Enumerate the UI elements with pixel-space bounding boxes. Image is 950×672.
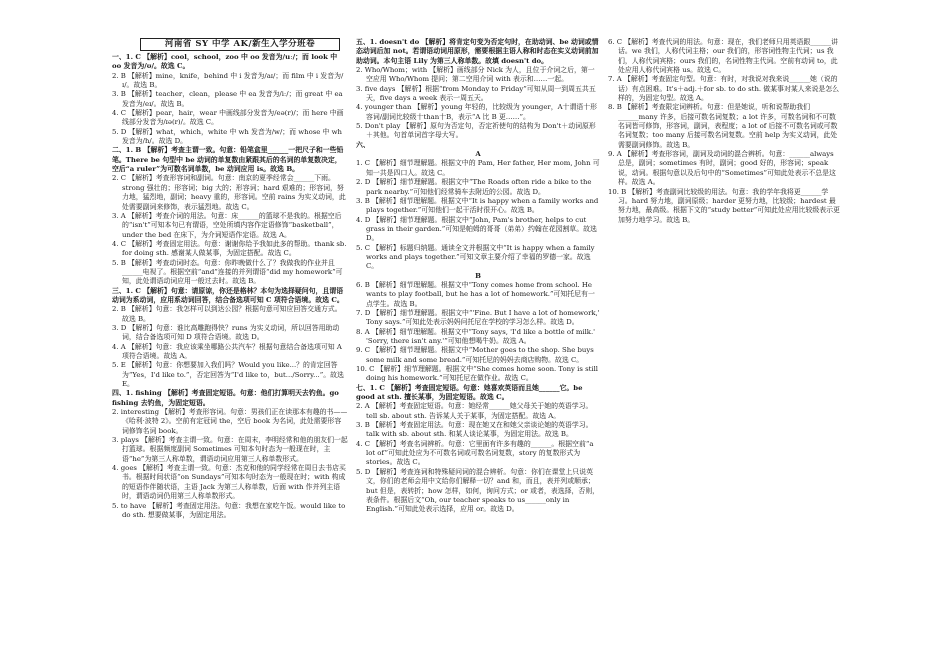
answer-item: 5. to have 【解析】考查固定用法。句意：我想在家吃午饭。would like to do sth. 想要做某事，为固定用法。 <box>112 501 346 519</box>
column-middle <box>356 38 600 652</box>
section-answer: 一、1. C 【解析】cool，school，zoo 中 oo 发音为/uː/；而 look 中 oo 发音为/ʊ/。故选 C。 <box>112 53 338 71</box>
answer-item: 2. Who/Whom；with 【解析】画线部分 Nick 为人，且位于介词之后，第一空应用 Who/Whom 提问；第二空用介词 with 表示和……一起。 <box>356 66 595 84</box>
answer-item: 8. B 【解析】考查限定词辨析。句意：但是她说，听和说帮助我们______many 许多，后接可数名词复数；a lot 许多，可数名词和不可数名词皆可修饰，形容词，副词，表程度；a lot of 后接不可数名词或可数名词复数；too many 后接可数名词复数。空前 help 为实义动词，此处需要副词修饰。故选 B。 <box>608 103 838 149</box>
answer-item: 2. A 【解析】考查固定短语。句意：她经常______她父母关于她的英语学习。tell sb. about sth. 告诉某人关于某事，为固定搭配。故选 A。 <box>356 402 593 420</box>
answer-sheet-page <box>112 38 934 652</box>
section-answer: 四、1. fishing 【解析】考查固定短语。句意：他们打算明天去钓鱼。go fishing 去钓鱼，为固定短语。 <box>112 389 339 407</box>
column-left <box>112 38 348 652</box>
answer-item: 9. A 【解析】考查形容词，副词及动词的混合辨析。句意：______always 总是，副词；sometimes 有时，副词；good 好的，形容词；speak 说，动词。根据句意以及后句中的“Sometimes”可知此处表示不总是这样。故选 A。 <box>608 150 836 187</box>
answer-item: 4. A 【解析】句意：我应该乘坐哪路公共汽车？根据句意结合备选项可知 A 项符合语境。故选 A。 <box>112 342 342 360</box>
answer-item: 4. C 【解析】pear，hair，wear 中画线部分发音为/eə(r)/；而 here 中画线部分发音为/ɪə(r)/。故选 C。 <box>112 109 344 127</box>
answer-item: 8. A 【解析】细节理解题。根据文中“Tony says, 'I'd like a bottle of milk.' 'Sorry, there isn't any.'”可知他想喝牛奶。故选 A。 <box>356 327 596 345</box>
column-right <box>608 38 840 652</box>
answer-item: 2. B 【解析】mine，knife，behind 中 i 发音为/aɪ/；而 film 中 i 发音为/ɪ/。故选 B。 <box>112 71 344 90</box>
answer-item: 7. A 【解析】考查固定句型。句意：有时，对我说对我来说______她（说的话）有点困难。It's＋adj.＋for sb. to do sth. 做某事对某人来说是怎么样的，为固定句型。故选 A。 <box>608 75 840 103</box>
answer-item: 5. D 【解析】what，which，white 中 wh 发音为/w/；而 whose 中 wh 发音为/h/。故选 D。 <box>112 127 342 146</box>
section-answer: 五、1. doesn't do 【解析】将肯定句变为否定句时，在助动词、be 动词或情态动词后加 not。若谓语动词用原形，需要根据主语人称和时态在实义动词前加助动词。本句主语 Lily 为第三人称单数。故填 doesn't do。 <box>356 38 599 65</box>
answer-item: 3. D 【解析】句意：谁比高雕跑得快？runs 为实义动词，所以回答用助动词，结合备选项可知 D 项符合语境。故选 D。 <box>112 323 340 342</box>
answer-item: 4. C 【解析】考查固定用法。句意：谢谢你给予我如此多的帮助。thank sb. for doing sth. 感谢某人做某事，为固定搭配。故选 C。 <box>112 239 347 258</box>
page-title: 河南省 SY 中学 AK/新生入学分班卷 <box>140 38 340 51</box>
answer-item: 3. B 【解析】细节理解题。根据文中“It is happy when a family works and plays together.”可知他们一起干活时很开心。故选 B。 <box>356 196 599 215</box>
answer-item: 3. B 【解析】teacher，clean，please 中 ea 发音为/iː/；而 great 中 ea 发音为/eɪ/。故选 B。 <box>112 90 343 108</box>
section-answer: 二、1. B 【解析】考查主谓一致。句意：铅笔盒里______一把尺子和一些铅笔。There be 句型中 be 动词的单复数由紧跟其后的名词的单复数决定，空后“a ruler”为可数名词单数，be 动词应用 is。故选 B。 <box>112 146 344 174</box>
answer-item: 2. D 【解析】细节理解题。根据文中“The Roads often ride a bike to the park nearby.”可知他们经常骑车去附近的公园。故选 D。 <box>356 178 592 196</box>
passage-label: A <box>475 150 481 159</box>
answer-item: 5. C 【解析】标题归纳题。通读全文并根据文中“It is happy when a family works and plays together.”可知文章主要介绍了幸福的罗德一家。故选 C。 <box>356 243 595 271</box>
answer-item: 10. C 【解析】细节理解题。根据文中“She comes home soon. Tony is still doing his homework.”可知托尼在做作业。故选 C。 <box>356 365 598 383</box>
answer-item: 5. Don't play 【解析】原句为否定句，否定祈使句的结构为 Don't＋动词原形＋其他。句首单词首字母大写。 <box>356 122 596 140</box>
section-answer: 三、1. C 【解析】句意：请原谅，你还是格林？本句为选择疑问句，且谓语动词为系动词，应用系动词回答，结合备选项可知 C 项符合语境。故选 C。 <box>112 286 344 304</box>
answer-item: 2. interesting 【解析】考查形容词。句意：男孩们正在读那本有趣的书——《哈利·波特 2》。空前有定冠词 the，空后 book 为名词，此处需要形容词修饰名词 book。 <box>112 408 348 435</box>
answer-item: 3. A 【解析】考查介词的用法。句意：床______的篮球不是我的。根据空后的“isn't”可知本句已有谓语，空处所填内容作定语修饰“basketball”，under the bed 在床下，为介词短语作定语。故选 A。 <box>112 211 342 239</box>
answer-item: 4. younger than 【解析】young 年轻的，比较级为 younger，A十谓语十形容词/副词比较级十than十B，表示“A 比 B 更……”。 <box>356 103 598 121</box>
answer-item: 5. D 【解析】考查连词和特殊疑问词的混合辨析。句意：你们在课堂上只说英文，你们的老师会用中文给你们解释一切？and 和，而且，表并列或顺承；but 但是，表转折；how 怎样，如何，询问方式；or 或者，表选择，否则，表条件。根据后文“Oh, our teacher speaks to us______only in English.”可知此处表示选择，应用 or。故选 D。 <box>356 467 600 514</box>
section-answer: 七、1. C 【解析】考查固定短语。句意：她喜欢英语而且她______它。be good at sth. 擅长某事，为固定短语。故选 C。 <box>356 383 583 402</box>
answer-item: 6. B 【解析】细节理解题。根据文中“Tony comes home from school. He wants to play football, but he has a lot of homework.”可知托尼有一点学生。故选 B。 <box>356 280 595 308</box>
answer-item: 1. C 【解析】细节理解题。根据文中的 Pam, Her father, Her mom, John 可知一共是四口人。故选 C。 <box>356 159 600 177</box>
answer-item: 3. five days 【解析】根据“from Monday to Friday”可知从周一到周五共五天，five days a week 表示一周五天。 <box>356 84 596 103</box>
answer-item: 3. plays 【解析】考查主谓一致。句意：在周末，李明经常和他的朋友们一起打篮球。根据频度副词 Sometimes 可知本句时态为一般现在时，主语“he”为第三人称单数，谓语动词应用第三人称单数形式。 <box>112 436 348 463</box>
passage-label: B <box>475 271 481 280</box>
answer-item: 5. E 【解析】句意：你想要加入我们吗？Would you like...？的肯定回答为“Yes，I'd like to.”，否定回答为“I'd like to，but.../Sorry...”。故选 E。 <box>112 361 344 389</box>
answer-item: 2. C 【解析】考查形容词和副词。句意：南京的夏季经常会______下雨。strong 强壮的；形容词；big 大的；形容词；hard 艰难的；形容词，努力地，猛烈地，副词；heavy 重的，形容词。空前 rains 为实义动词，此处需要副词来修饰，表示猛烈地。故选 C。 <box>112 174 346 211</box>
answer-item: 7. D 【解析】细节理解题。根据文中“'Fine. But I have a lot of homework,' Tony says.”可知此处表示妈妈问托尼在学校的学习怎么样。故选 D。 <box>356 308 600 327</box>
answer-item: 4. C 【解析】考查名词辨析。句意：它里面有许多有趣的______。根据空前“a lot of”可知此处应为不可数名词或可数名词复数，story 的复数形式为 stories。故选 C。 <box>356 439 594 467</box>
answer-item: 10. B 【解析】考查副词比较级的用法。句意：我的学年我将更______学习。hard 努力地，副词原级；harder 更努力地，比较级；hardest 最努力地，最高级。根据下文的“study better”可知此处应用比较级表示更加努力地学习。故选 B。 <box>608 187 840 224</box>
answer-item: 2. B 【解析】句意：我怎样可以到达公园？根据句意可知应回答交通方式。故选 B。 <box>112 305 342 323</box>
answer-item: 3. B 【解析】考查固定用法。句意：现在她又在和她父亲谈论她的英语学习。talk with sb. about sth. 和某人谈论某事，为固定用法。故选 B。 <box>356 421 593 439</box>
answer-item: 4. D 【解析】细节理解题。根据文中“John, Pam's brother, helps to cut grass in their garden.”可知是帕姆的哥哥（弟弟）约翰在花园割草。故选 D。 <box>356 215 597 243</box>
column-right-body <box>608 38 840 225</box>
answer-item: 5. B 【解析】考查动词时态。句意：你昨晚做什么了？我做我的作业并且______电视了。根据空前“and”连接的并列谓语“did my homework”可知，此处谓语动词应用一般过去时。故选 B。 <box>112 258 343 286</box>
answer-item: 4. goes 【解析】考查主谓一致。句意：杰克和他的同学经常在周日去书店买书。根据时间状语“on Sundays”可知本句时态为一般现在时；with 构成的短语作伴随状语，主语 Jack 为第三人称单数，后面 with 作并列主语时，谓语动词仍用第三人称单数形式。 <box>112 464 346 501</box>
column-left-body <box>112 53 348 520</box>
answer-item: 9. C 【解析】细节理解题。根据文中“Mother goes to the shop. She buys some milk and some bread.”可知托尼的妈妈去商店购物。故选 C。 <box>356 346 594 364</box>
section-answer: 六、 <box>356 140 370 149</box>
answer-item: 6. C 【解析】考查代词的用法。句意：现在，我们老师只用英语跟______讲话。we 我们，人称代词主格；our 我们的，形容词性物主代词；us 我们，人称代词宾格；ours 我们的，名词性物主代词。空前有动词 to，此处应用人称代词宾格 us。故选 C。 <box>608 38 838 75</box>
column-middle-body <box>356 38 600 515</box>
